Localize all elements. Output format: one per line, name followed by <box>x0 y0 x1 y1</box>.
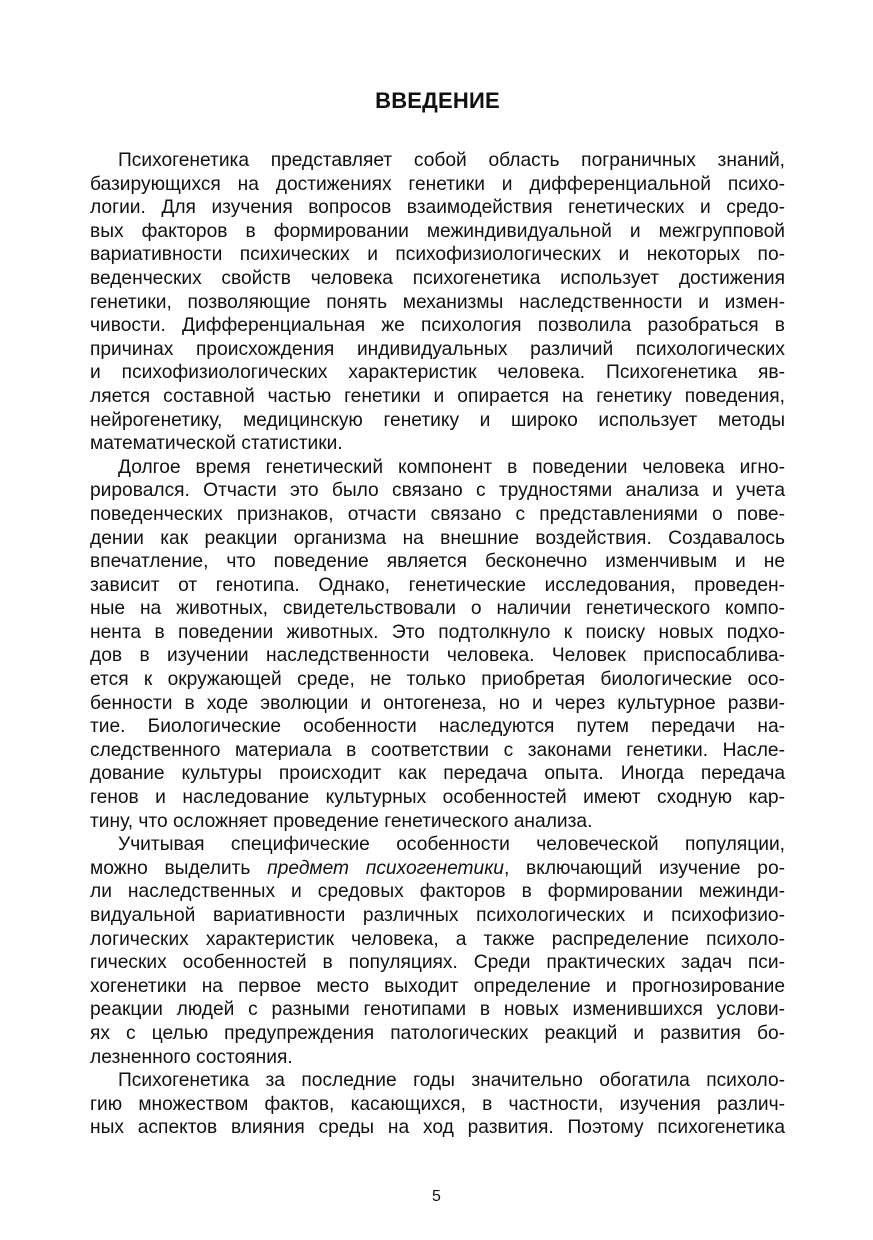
page-content <box>90 86 785 1140</box>
text-line: поведенческих признаков, отчасти связано с представлениями о пове- <box>90 503 785 525</box>
paragraph-4 <box>90 1069 785 1140</box>
page-number: 5 <box>432 1188 441 1205</box>
text-fragment: можно выделить <box>90 857 268 879</box>
text-line: тину, что осложняет проведение генетического анализа. <box>90 810 593 832</box>
text-line: Учитывая специфические особенности человеческой популяции, <box>118 834 785 856</box>
text-line: видуальной вариативности различных психологических и психофизио- <box>90 905 785 926</box>
text-line: бенности в ходе эволюции и онтогенеза, но и через культурное разви- <box>90 692 785 714</box>
text-line: хогенетики на первое место выходит определение и прогнозирование <box>90 975 785 997</box>
text-line: зависит от генотипа. Однако, генетические исследования, проведен- <box>90 574 785 596</box>
text-line: дении как реакции организма на внешние воздействия. Создавалось <box>90 527 785 549</box>
text-line: чивости. Дифференциальная же психология позволила разобраться в <box>90 315 785 337</box>
text-line: дов в изучении наследственности человека. Человек приспосаблива- <box>90 645 785 667</box>
text-line: ли наследственных и средовых факторов в формировании межинди- <box>90 881 785 903</box>
text-line: веденческих свойств человека психогенетика использует достижения <box>90 267 785 289</box>
text-line: нента в поведении животных. Это подтолкнуло к поиску новых подхо- <box>90 621 785 643</box>
text-line: вариативности психических и психофизиологических и некоторых по- <box>90 244 785 266</box>
emphasized-term: предмет психогенетики <box>267 857 504 879</box>
text-line: ные на животных, свидетельствовали о наличии генетического компо- <box>90 598 785 620</box>
text-fragment: , включающий изучение ро- <box>503 857 786 879</box>
text-line: генетики, позволяющие понять механизмы наследственности и измен- <box>90 291 785 313</box>
text-line: и психофизиологических характеристик человека. Психогенетика яв- <box>90 362 785 384</box>
text-line: гических особенностей в популяциях. Среди практических задач пси- <box>90 952 785 974</box>
text-line: реакции людей с разными генотипами в новых изменившихся услови- <box>90 999 785 1021</box>
text-line: Психогенетика представляет собой область пограничных знаний, <box>118 150 785 171</box>
text-line: дование культуры происходит как передача опыта. Иногда передача <box>90 763 785 785</box>
text-line: генов и наследование культурных особенностей имеют сходную кар- <box>90 787 785 809</box>
text-line: ляется составной частью генетики и опирается на генетику поведения, <box>90 385 785 407</box>
paragraph-3 <box>90 833 785 1069</box>
text-line: причинах происхождения индивидуальных различий психологических <box>90 338 785 360</box>
text-line: рировался. Отчасти это было связано с трудностями анализа и учета <box>90 480 785 502</box>
text-line: базирующихся на достижениях генетики и дифференциальной психо- <box>90 173 785 195</box>
text-line: лезненного состояния. <box>90 1046 293 1068</box>
text-line: вых факторов в формировании межиндивидуальной и межгрупповой <box>90 220 785 242</box>
text-line: логических характеристик человека, а также распределение психоло- <box>90 928 785 950</box>
text-line: Психогенетика за последние годы значительно обогатила психоло- <box>118 1070 785 1092</box>
text-line: ется к окружающей среде, не только приобретая биологические осо- <box>90 669 785 691</box>
text-line <box>90 857 785 881</box>
section-heading: ВВЕДЕНИЕ <box>375 88 500 113</box>
paragraph-2 <box>90 456 785 834</box>
text-line: нейрогенетику, медицинскую генетику и широко использует методы <box>90 409 785 431</box>
text-line: следственного материала в соответствии с законами генетики. Насле- <box>90 739 785 761</box>
text-line: логии. Для изучения вопросов взаимодействия генетических и средо- <box>90 197 785 219</box>
text-line: математической статистики. <box>90 433 343 455</box>
paragraph-1 <box>90 149 785 456</box>
text-line: Долгое время генетический компонент в поведении человека игно- <box>118 456 785 478</box>
text-line: гию множеством фактов, касающихся, в частности, изучения различ- <box>90 1093 785 1115</box>
text-line: ных аспектов влияния среды на ход развития. Поэтому психогенетика <box>90 1117 785 1139</box>
text-line: впечатление, что поведение является бесконечно изменчивым и не <box>90 551 785 573</box>
text-line: ях с целью предупреждения патологических реакций и развития бо- <box>90 1022 785 1044</box>
text-line: тие. Биологические особенности наследуются путем передачи на- <box>90 716 785 738</box>
